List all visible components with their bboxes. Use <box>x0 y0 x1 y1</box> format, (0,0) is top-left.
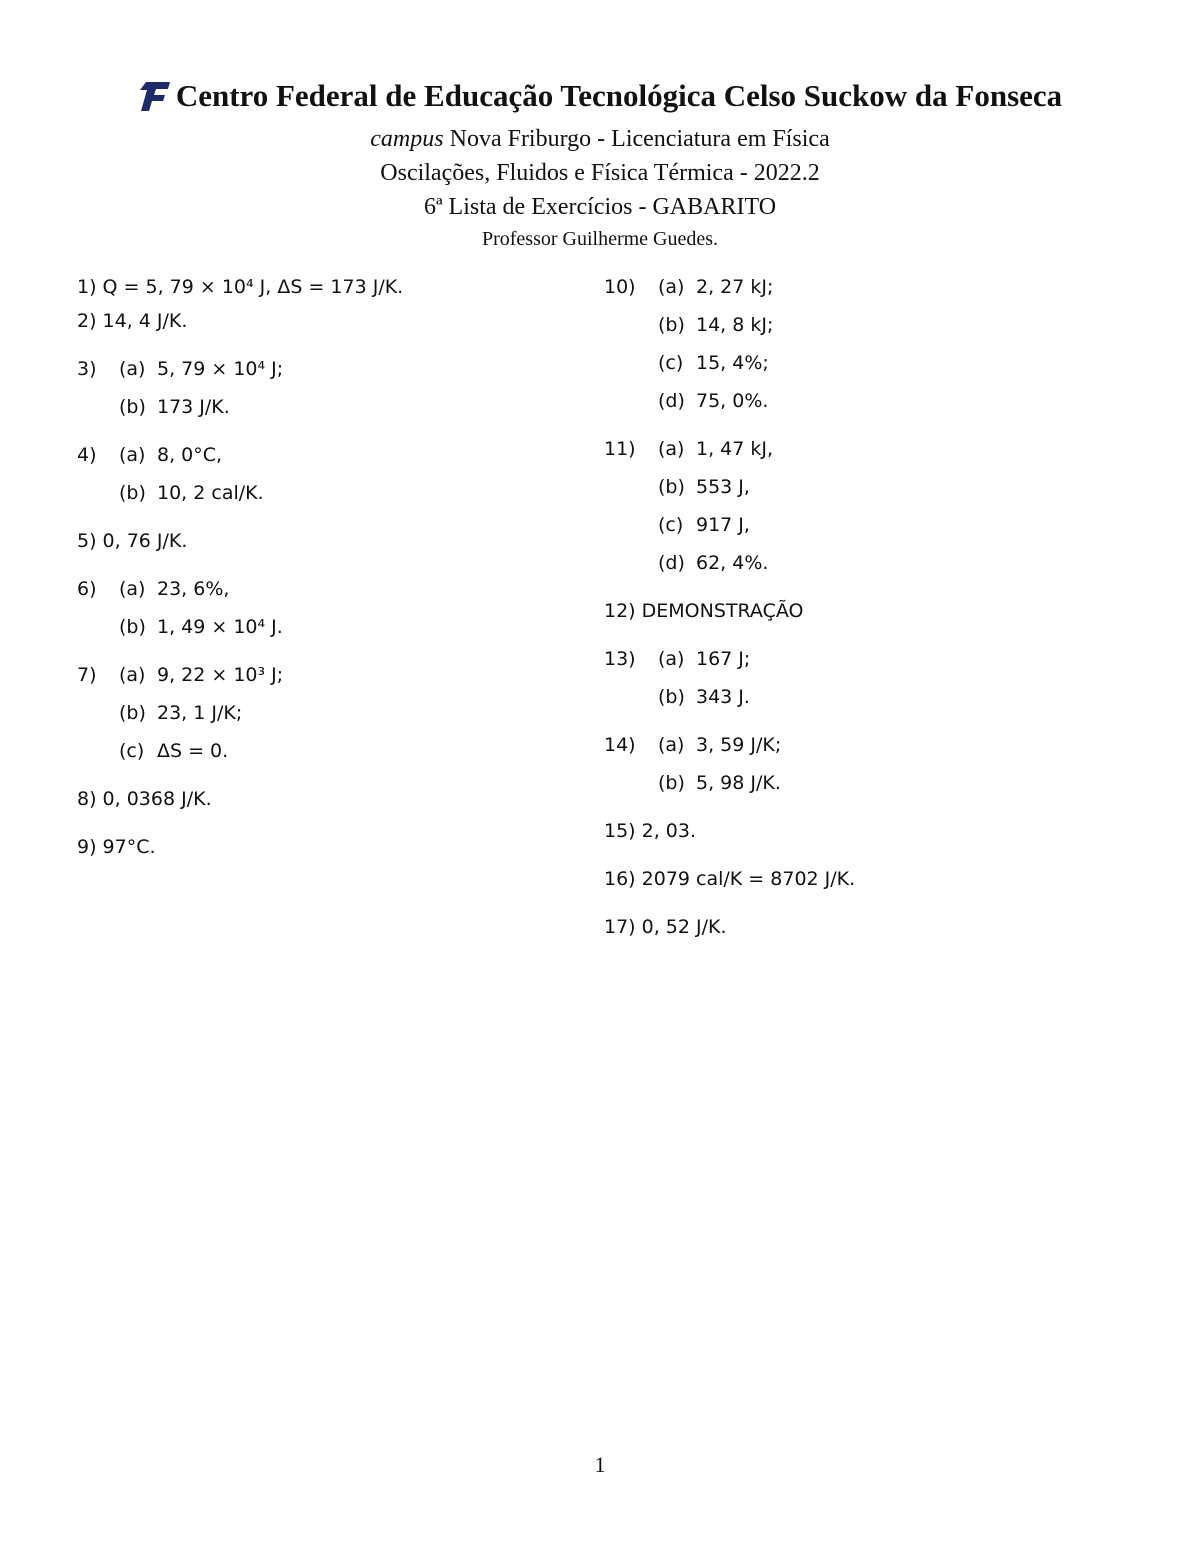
answer-item-16 <box>604 868 1124 906</box>
part-c <box>119 740 283 778</box>
item-answer: 0, 0368 J/K. <box>102 788 212 810</box>
part-label: (b) <box>119 482 146 504</box>
part-a <box>119 358 283 396</box>
part-a <box>658 438 773 476</box>
part-b <box>658 314 773 352</box>
part-answer: 15, 4%; <box>696 352 769 374</box>
part-answer: 8, 0°C, <box>157 444 223 466</box>
part-label: (c) <box>119 740 145 762</box>
part-label: (b) <box>119 702 146 724</box>
answer-item-6 <box>77 578 547 654</box>
item-parts <box>658 648 750 724</box>
page-number: 1 <box>594 1452 606 1477</box>
part-d <box>658 552 773 590</box>
list-title: 6ª Lista de Exercícios - GABARITO <box>423 194 777 220</box>
part-answer: 2, 27 kJ; <box>696 276 774 298</box>
answer-item-10 <box>604 276 1124 428</box>
part-a <box>119 664 283 702</box>
item-number: 8) <box>77 788 103 810</box>
item-parts <box>658 438 773 590</box>
part-answer: 1, 49 × 10⁴ J. <box>157 616 283 638</box>
cefet-logo-icon <box>138 78 172 114</box>
item-number: 3) <box>77 358 97 380</box>
item-parts <box>119 664 283 778</box>
item-answer: Q = 5, 79 × 10⁴ J, ΔS = 173 J/K. <box>102 276 404 298</box>
answer-item-15 <box>604 820 1124 858</box>
part-answer: 23, 1 J/K; <box>157 702 243 724</box>
item-number: 7) <box>77 664 97 686</box>
part-label: (a) <box>119 664 146 686</box>
part-label: (b) <box>658 772 685 794</box>
part-a <box>658 734 781 772</box>
item-number: 1) <box>77 276 103 298</box>
answer-item-8 <box>77 788 547 826</box>
item-number: 2) <box>77 310 103 332</box>
item-answer: 97°C. <box>102 836 156 858</box>
answer-item-12 <box>604 600 1124 638</box>
item-parts <box>658 276 773 428</box>
item-parts <box>119 444 264 520</box>
part-answer: 14, 8 kJ; <box>696 314 774 336</box>
answer-item-17 <box>604 916 1124 954</box>
item-answer: 2, 03. <box>641 820 697 842</box>
item-number: 15) <box>604 820 642 842</box>
answer-item-14 <box>604 734 1124 810</box>
item-answer: 14, 4 J/K. <box>102 310 188 332</box>
part-b <box>658 772 781 810</box>
item-number: 14) <box>604 734 636 756</box>
part-label: (a) <box>658 648 685 670</box>
part-d <box>658 390 773 428</box>
part-answer: 5, 79 × 10⁴ J; <box>157 358 284 380</box>
part-b <box>119 702 283 740</box>
part-a <box>119 578 283 616</box>
part-answer: 23, 6%, <box>157 578 230 600</box>
part-c <box>658 514 773 552</box>
part-label: (a) <box>119 578 146 600</box>
item-number: 11) <box>604 438 636 460</box>
part-label: (c) <box>658 352 684 374</box>
part-label: (b) <box>658 314 685 336</box>
item-number: 9) <box>77 836 103 858</box>
answer-item-1 <box>77 276 547 298</box>
part-answer: 75, 0%. <box>696 390 769 412</box>
part-a <box>119 444 264 482</box>
campus-rest: Nova Friburgo - Licenciatura em Física <box>443 126 830 152</box>
part-answer: 5, 98 J/K. <box>696 772 781 794</box>
item-answer: 0, 52 J/K. <box>641 916 727 938</box>
part-answer: 1, 47 kJ, <box>696 438 774 460</box>
item-parts <box>119 358 283 434</box>
answer-item-11 <box>604 438 1124 590</box>
item-number: 12) <box>604 600 642 622</box>
part-answer: 9, 22 × 10³ J; <box>157 664 284 686</box>
part-b <box>119 482 264 520</box>
part-answer: 3, 59 J/K; <box>696 734 782 756</box>
professor-name: Professor Guilherme Guedes. <box>481 228 719 250</box>
item-number: 6) <box>77 578 97 600</box>
campus-word: campus <box>370 126 444 152</box>
item-number: 13) <box>604 648 636 670</box>
item-answer: 0, 76 J/K. <box>102 530 188 552</box>
part-label: (d) <box>658 390 685 412</box>
part-answer: 343 J. <box>696 686 750 708</box>
part-label: (b) <box>658 476 685 498</box>
part-answer: 167 J; <box>696 648 751 670</box>
answers-right-column <box>604 276 1124 964</box>
part-b <box>119 616 283 654</box>
item-number: 10) <box>604 276 636 298</box>
part-label: (c) <box>658 514 684 536</box>
item-number: 5) <box>77 530 103 552</box>
part-answer: 62, 4%. <box>696 552 769 574</box>
answer-item-4 <box>77 444 547 520</box>
part-answer: 10, 2 cal/K. <box>157 482 264 504</box>
part-label: (a) <box>658 438 685 460</box>
part-c <box>658 352 773 390</box>
item-parts <box>658 734 781 810</box>
part-label: (a) <box>119 444 146 466</box>
institution-name: Centro Federal de Educação Tecnológica Celso Suckow da Fonseca <box>175 78 1063 113</box>
part-label: (b) <box>119 616 146 638</box>
part-a <box>658 648 750 686</box>
item-number: 16) <box>604 868 642 890</box>
part-answer: 553 J, <box>696 476 750 498</box>
title-line <box>0 78 1200 114</box>
part-label: (d) <box>658 552 685 574</box>
part-a <box>658 276 773 314</box>
answer-item-3 <box>77 358 547 434</box>
answer-item-9 <box>77 836 547 874</box>
part-b <box>119 396 283 434</box>
answer-item-2 <box>77 310 547 348</box>
part-answer: 917 J, <box>696 514 750 536</box>
item-parts <box>119 578 283 654</box>
answer-item-7 <box>77 664 547 778</box>
item-answer: 2079 cal/K = 8702 J/K. <box>641 868 856 890</box>
answer-item-5 <box>77 530 547 568</box>
part-label: (b) <box>658 686 685 708</box>
item-number: 4) <box>77 444 97 466</box>
part-answer: 173 J/K. <box>157 396 230 418</box>
document-header <box>0 78 1200 251</box>
item-answer: DEMONSTRAÇÃO <box>641 600 804 622</box>
answers-left-column <box>77 276 547 884</box>
course-name: Oscilações, Fluidos e Física Térmica - 2022.2 <box>380 160 820 186</box>
part-answer: ΔS = 0. <box>157 740 229 762</box>
part-b <box>658 476 773 514</box>
part-b <box>658 686 750 724</box>
part-label: (a) <box>119 358 146 380</box>
answer-item-13 <box>604 648 1124 724</box>
campus-line <box>0 122 1200 156</box>
part-label: (a) <box>658 276 685 298</box>
item-number: 17) <box>604 916 642 938</box>
part-label: (b) <box>119 396 146 418</box>
part-label: (a) <box>658 734 685 756</box>
